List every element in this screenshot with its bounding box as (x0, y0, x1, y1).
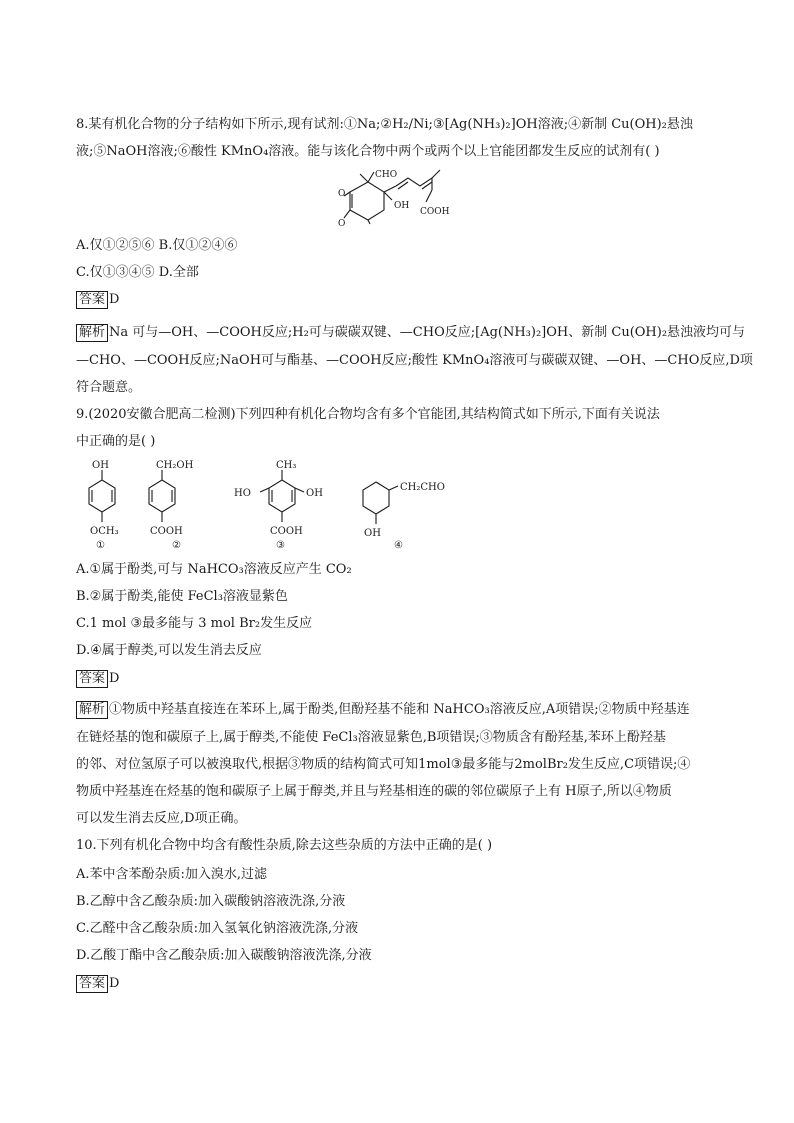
cho-label: CHO (375, 170, 398, 180)
q8-stem-line1: 8.某有机化合物的分子结构如下所示,现有试剂:①Na;②H₂/Ni;③[Ag(NH₃)₂]OH溶液;④新制 Cu(OH)₂悬浊 (76, 117, 693, 132)
q9-option-c: C.1 mol ③最多能与 3 mol Br₂发生反应 (76, 616, 313, 631)
q9-answer-value: D (109, 671, 120, 686)
q8-options-ab: A.仅①②⑤⑥ B.仅①②④⑥ (76, 238, 238, 253)
chain-methyl (432, 170, 440, 178)
s1-number: ① (96, 540, 105, 551)
q9-option-a: A.①属于酚类,可与 NaHCO₃溶液反应产生 CO₂ (76, 562, 352, 577)
s1-bottom-label: OCH₃ (90, 526, 119, 537)
q10-answer-value: D (109, 976, 120, 991)
q8-analysis-text1: Na 可与—OH、—COOH反应;H₂可与碳碳双键、—CHO反应;[Ag(NH₃)₂]OH、新制 Cu(OH)₂悬浊液均可与 (109, 325, 746, 340)
q9-option-d: D.④属于醇类,可以发生消去反应 (76, 643, 262, 658)
s4-number: ④ (394, 540, 403, 551)
q8-stem-line2: 液;⑤NaOH溶液;⑥酸性 KMnO₄溶液。能与该化合物中两个或两个以上官能团都发生反应的试剂有( ) (76, 144, 660, 159)
q10-option-c: C.乙醛中含乙酸杂质:加入氢氧化钠溶液洗涤,分液 (76, 921, 359, 936)
q9-analysis-line1 (76, 701, 726, 719)
q8-analysis-line3: 符合题意。 (76, 380, 142, 395)
q10-option-d: D.乙酸丁酯中含乙酸杂质:加入碳酸钠溶液洗涤,分液 (76, 948, 372, 963)
s4-side-bond (389, 486, 398, 490)
q10-stem: 10.下列有机化合物中均含有酸性杂质,除去这些杂质的方法中正确的是( ) (76, 838, 493, 853)
s4-bottom-label: OH (364, 528, 381, 539)
cooh-bond (426, 190, 432, 202)
q9-analysis-line5: 可以发生消去反应,D项正确。 (76, 811, 247, 826)
q9-structure-4 (348, 456, 458, 552)
chain-bond-1 (384, 186, 396, 192)
carbonyl-bond (344, 210, 350, 218)
s2-benzene-ring (149, 480, 175, 512)
q9-structure-2 (142, 456, 212, 552)
analysis-tag: 解析 (76, 701, 108, 719)
s3-number: ③ (276, 540, 285, 551)
s3-top-label: CH₃ (276, 460, 297, 471)
q10-option-b: B.乙醇中含乙酸杂质:加入碳酸钠溶液洗涤,分液 (76, 894, 346, 909)
answer-tag: 答案 (76, 975, 108, 993)
answer-tag: 答案 (76, 670, 108, 688)
s2-bottom-label: COOH (150, 526, 183, 537)
ring-o-label: O (338, 189, 346, 199)
s3-right-bond (295, 488, 304, 492)
s1-benzene-ring (89, 480, 115, 512)
s4-cyclohexane-ring (363, 482, 389, 514)
answer-tag: 答案 (76, 291, 108, 309)
q9-structure-1 (78, 456, 138, 552)
q9-analysis-line4: 物质中羟基连在烃基的饱和碳原子上属于醇类,并且与羟基相连的碳的邻位碳原子上有 H原子,所以④物质 (76, 784, 672, 799)
q8-analysis-line2: —CHO、—COOH反应;NaOH可与酯基、—COOH反应;酸性 KMnO₄溶液可与碳碳双键、—OH、—CHO反应,D项 (76, 353, 753, 368)
q9-analysis-text1: ①物质中羟基直接连在苯环上,属于酚类,但酚羟基不能和 NaHCO₃溶液反应,A项错误;②物质中羟基连 (109, 702, 690, 717)
s4-side-label: CH₂CHO (400, 482, 445, 493)
lactone-ring (350, 182, 384, 220)
analysis-tag: 解析 (76, 324, 108, 342)
q9-analysis-line3: 的邻、对位氢原子可以被溴取代,根据③物质的结构简式可知1mol③最多能与2molBr₂发生反应,C项错误;④ (76, 757, 691, 772)
q8-structure-figure (330, 168, 470, 230)
s3-left-label: HO (234, 488, 251, 499)
q9-option-b: B.②属于酚类,能使 FeCl₃溶液显紫色 (76, 589, 288, 604)
s1-top-label: OH (92, 460, 109, 471)
oh-label: OH (394, 201, 410, 211)
s2-top-label: CH₂OH (156, 460, 194, 471)
s2-number: ② (172, 540, 181, 551)
c4-methyl (368, 220, 370, 224)
q8-options-cd: C.仅①③④⑤ D.全部 (76, 265, 199, 280)
oh-bond (384, 192, 392, 200)
diene-chain (396, 178, 432, 190)
carbonyl-o-label: O (338, 219, 346, 229)
q10-answer (76, 975, 726, 993)
q9-structure-3 (232, 456, 332, 552)
q10-option-a: A.苯中含苯酚杂质:加入溴水,过滤 (76, 867, 268, 882)
q9-stem-line2: 中正确的是( ) (76, 434, 156, 449)
q8-answer (76, 291, 726, 309)
q8-answer-value: D (109, 292, 120, 307)
s3-benzene-ring (269, 480, 295, 512)
cho-bond (368, 172, 374, 182)
s3-bottom-label: COOH (270, 526, 303, 537)
cooh-label: COOH (420, 207, 450, 217)
s3-left-bond (260, 488, 269, 492)
q9-analysis-line2: 在链烃基的饱和碳原子上,属于醇类,不能使 FeCl₃溶液显紫色,B项错误;③物质含有酚羟基,苯环上酚羟基 (76, 730, 666, 745)
methyl-top (360, 174, 368, 182)
q9-answer (76, 670, 726, 688)
s3-right-label: OH (306, 488, 323, 499)
q8-analysis-line1 (76, 324, 746, 342)
q9-stem-line1: 9.(2020安徽合肥高二检测)下列四种有机化合物均含有多个官能团,其结构简式如下所示,下面有关说法 (76, 407, 660, 422)
